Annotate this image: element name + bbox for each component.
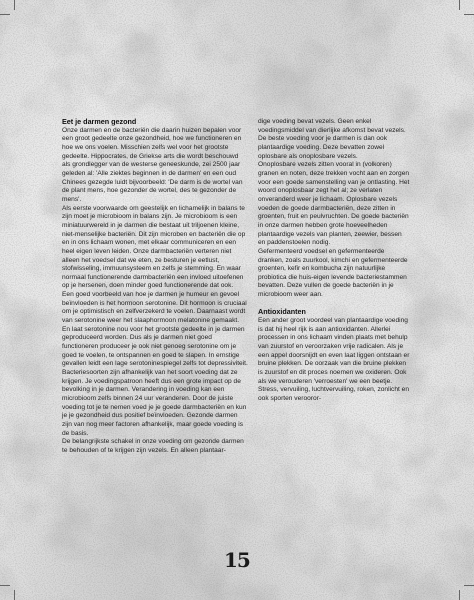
body-paragraph: dige voeding bevat vezels. Geen enkel voedingsmiddel van dierlijke afkomst bevat vezels. De beste voeding voor je darmen is dan ook plantaardige voeding. Deze bevatten zowel oplosbare als onoplosbare vezels. bbox=[258, 118, 406, 160]
body-paragraph: Als eerste voorwaarde om geestelijk en lichamelijk in balans te zijn moet je microbioom in balans zijn. Je microbioom is een miniatuurwereld in je darmen die bestaat uit triljoenen kleine, niet-menselijke bacteriën. Dit zijn microben en bacteriën die op en in ons lichaam wonen, met elkaar communiceren en een heel eigen leven leiden. Onze darmbacteriën verteren niet alleen het voedsel dat we eten, ze besturen je eetlust, stofwisseling, immuunsysteem en zelfs je stemming. En waar normaal functionerende darmbacteriën een invloed uitoefenen op je hersenen, doen minder goed functionerende dat ook. bbox=[62, 204, 246, 290]
crop-mark bbox=[14, 590, 15, 600]
body-paragraph: Een goed voorbeeld van hoe je darmen je humeur en gevoel beïnvloeden is het hormoon serotonine. Dit hormoon is cruciaal om je optimistisch en zelfverzekerd te voelen. Daarnaast wordt van serotonine weer het slaaphormoon melatonine gemaakt. En laat serotonine nou voor het grootste gedeelte in je darmen geproduceerd worden. Dus als je darmen niet goed functioneren produceer je ook niet genoeg serotonine om je goed te voelen, te ontspannen en goed te slapen. In ernstige gevallen leidt een lage serotoninespiegel zelfs tot depressiviteit. bbox=[62, 291, 248, 368]
crop-mark bbox=[459, 590, 460, 600]
page-number: 15 bbox=[224, 548, 250, 572]
body-paragraph: Gefermenteerd voedsel en gefermenteerde dranken, zoals zuurkool, kimchi en gefermenteerde groenten, kefir en kombucha zijn natuurlijke probiotica die huis-eigen levende bacteriestammen bevatten. Deze vullen de goede bacteriën in je microbioom weer aan. bbox=[258, 247, 408, 299]
section-heading: Eet je darmen gezond bbox=[62, 117, 137, 126]
body-paragraph: Onoplosbare vezels zitten vooral in (volkoren) granen en noten, deze trekken vocht aan en zorgen voor een goede samenstelling van je ontlasting. Het woord onoplosbaar zegt het al; ze verlaten onveranderd weer je lichaam. Oplosbare vezels voeden de goede darmbacteriën, deze zitten in groenten, fruit en peulvruchten. De goede bacteriën in onze darmen hebben grote hoeveelheden plantaardige vezels van planten, zeewier, bessen en paddenstoelen nodig. bbox=[258, 161, 410, 247]
section-heading: Antioxidanten bbox=[258, 307, 306, 317]
body-paragraph: Een ander groot voordeel van plantaardige voeding is dat hij heel rijk is aan antioxidanten. Allerlei processen in ons lichaam vinden plaats met behulp van zuurstof en veroorzaken vrije radicalen. Als je een appel doorsnijdt en even laat liggen ontstaan er bruine plekken. De oorzaak van die bruine plekken is zuurstof en dit proces noemen we oxideren. Ook als we verouderen 'verroesten' we een beetje. bbox=[258, 317, 410, 385]
body-paragraph: Stress, vervuiling, luchtvervuiling, roken, zonlicht en ook sporten verooror- bbox=[258, 386, 409, 402]
body-paragraph: De belangrijkste schakel in onze voeding om gezonde darmen te behouden of te krijgen zijn vezels. En alleen plantaar- bbox=[62, 438, 244, 454]
crop-mark bbox=[0, 14, 10, 15]
body-paragraph: Bacteriesoorten zijn afhankelijk van het soort voeding dat ze krijgen. Je voedingspatroon heeft dus een grote impact op de bevolking in je darmen. Verandering in voeding kan een microbioom zelfs binnen 24 uur veranderen. Door de juiste voeding tot je te nemen voed je je goede darmbacteriën en kun je je gezondheid dus positief beïnvloeden. Gezonde darmen zijn van nog meer factoren afhankelijk, maar goede voeding is de basis. bbox=[62, 369, 247, 437]
body-paragraph: Onze darmen en de bacteriën die daarin huizen bepalen voor een groot gedeelte onze gezondheid, hoe we functioneren en hoe we ons voelen. Misschien zelfs wel voor het grootste gedeelte. Hippocrates, de Griekse arts die wordt beschouwd als grondlegger van de westerse geneeskunde, zei 2500 jaar geleden al: 'Alle ziektes beginnen in de darmen' en een oud Chinees gezegde luidt bijvoorbeeld: 'De darm is de wortel van de plant mens, hoe gezonder de wortel, des te gezonder de mens'. bbox=[62, 126, 243, 203]
crop-mark bbox=[14, 0, 15, 10]
left-text-column bbox=[62, 118, 248, 456]
right-text-column bbox=[258, 118, 410, 404]
crop-mark bbox=[459, 0, 460, 10]
crop-mark bbox=[0, 585, 10, 586]
crop-mark bbox=[464, 585, 474, 586]
crop-mark bbox=[464, 14, 474, 15]
